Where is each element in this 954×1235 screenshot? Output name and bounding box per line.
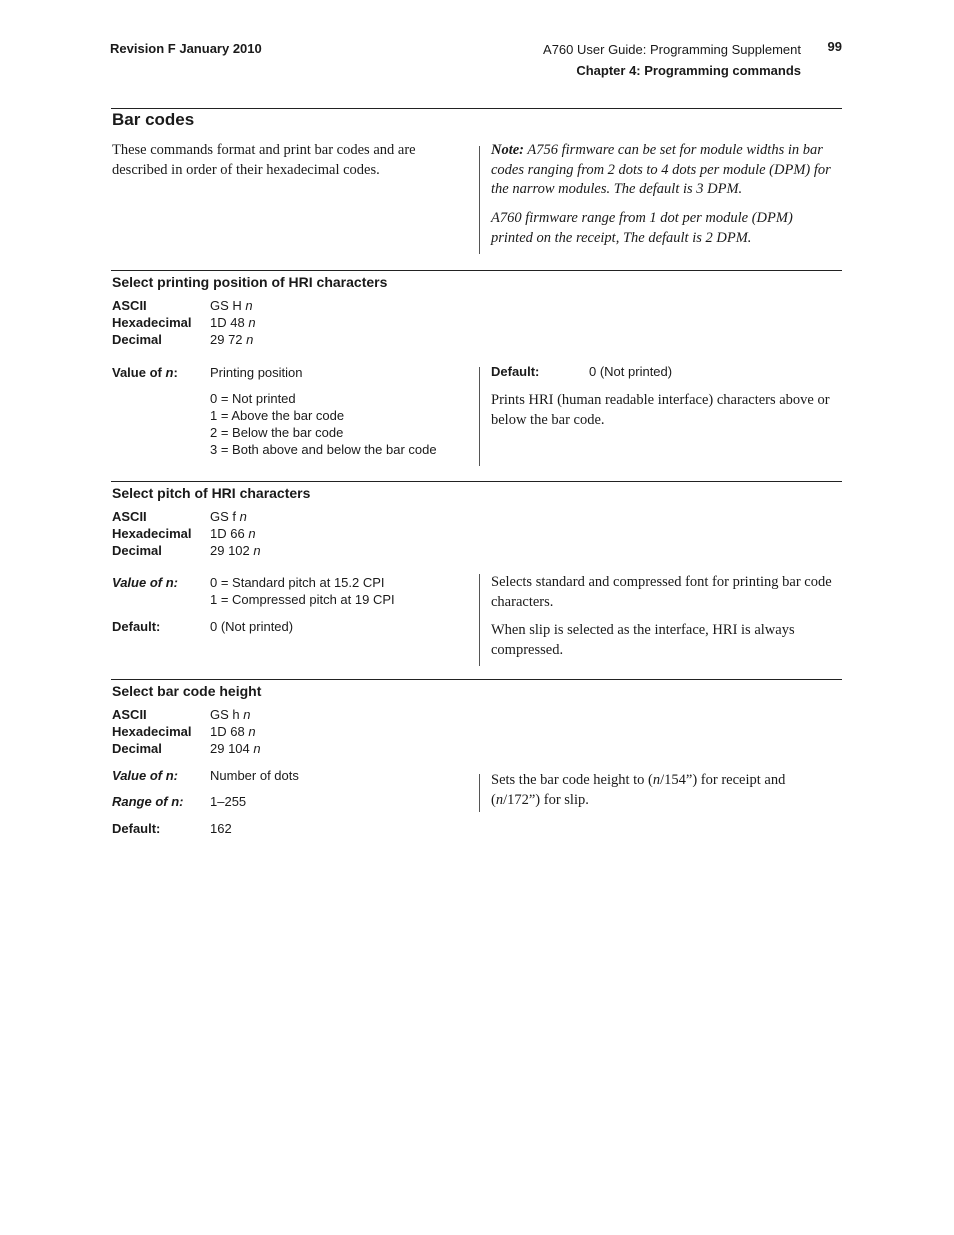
chapter-title: Chapter 4: Programming commands [576, 63, 801, 78]
divider [111, 270, 842, 271]
command-description-2: When slip is selected as the interface, HRI is always compressed. [491, 622, 795, 658]
column-divider [479, 574, 480, 666]
ascii-label: ASCII [112, 509, 147, 524]
value-label: Value of n: [112, 365, 178, 380]
hex-label: Hexadecimal [112, 315, 192, 330]
ascii-row [112, 706, 250, 723]
section-title: Bar codes [112, 110, 195, 129]
hex-row [112, 314, 256, 331]
value-row [112, 574, 210, 591]
option-item: 0 = Standard pitch at 15.2 CPI [210, 575, 385, 590]
hex-row [112, 525, 256, 542]
revision-label: Revision F January 2010 [110, 41, 262, 56]
section-intro: These commands format and print bar codes and are described in order of their hexadecimal codes. [112, 142, 416, 178]
default-label: Default: [491, 364, 540, 379]
divider [111, 108, 842, 109]
decimal-label: Decimal [112, 741, 162, 756]
default-label: Default: [112, 821, 161, 836]
command-description: Prints HRI (human readable interface) characters above or below the bar code. [491, 392, 830, 428]
decimal-value: 29 104 [210, 741, 250, 756]
page-number: 99 [827, 39, 842, 54]
ascii-label: ASCII [112, 707, 147, 722]
value-label: Value of n: [112, 768, 178, 783]
ascii-n: n [239, 509, 247, 524]
divider [111, 679, 842, 680]
default-label: Default: [112, 619, 161, 634]
options-list [210, 574, 395, 608]
decimal-n: n [253, 741, 261, 756]
default-value: 0 (Not printed) [589, 364, 673, 379]
column-divider [479, 146, 480, 254]
decimal-row [112, 740, 261, 757]
decimal-label: Decimal [112, 332, 162, 347]
default-row [112, 820, 232, 837]
guide-title: A760 User Guide: Programming Supplement [543, 42, 801, 57]
ascii-n: n [245, 298, 253, 313]
hex-label: Hexadecimal [112, 724, 192, 739]
ascii-n: n [243, 707, 251, 722]
range-value: 1–255 [210, 794, 247, 809]
command-title: Select bar code height [112, 683, 262, 699]
option-item: 1 = Above the bar code [210, 408, 345, 423]
ascii-value: GS H [210, 298, 242, 313]
ascii-value: GS h [210, 707, 240, 722]
hex-value: 1D 48 [210, 315, 245, 330]
value-desc: Printing position [210, 365, 303, 380]
decimal-value: 29 72 [210, 332, 243, 347]
options-list [210, 390, 437, 458]
default-value: 0 (Not printed) [210, 619, 294, 634]
hex-row [112, 723, 256, 740]
column-divider [479, 367, 480, 466]
decimal-value: 29 102 [210, 543, 250, 558]
value-row [112, 767, 299, 784]
running-header [543, 39, 801, 81]
option-item: 3 = Both above and below the bar code [210, 442, 437, 457]
value-label: Value of n: [112, 575, 178, 590]
ascii-value: GS f [210, 509, 237, 524]
divider [111, 481, 842, 482]
hex-n: n [248, 315, 256, 330]
command-description: Sets the bar code height to (n/154”) for receipt and (n/172”) for slip. [491, 772, 786, 808]
note-block [491, 141, 843, 200]
value-row [112, 364, 303, 381]
default-row [112, 618, 293, 635]
hex-value: 1D 66 [210, 526, 245, 541]
range-label: Range of n: [112, 794, 184, 809]
option-item: 2 = Below the bar code [210, 425, 344, 440]
command-title: Select pitch of HRI characters [112, 485, 311, 501]
decimal-n: n [253, 543, 261, 558]
hex-value: 1D 68 [210, 724, 245, 739]
hex-label: Hexadecimal [112, 526, 192, 541]
decimal-row [112, 331, 253, 348]
decimal-label: Decimal [112, 543, 162, 558]
note-text-2: A760 firmware range from 1 dot per module (DPM) printed on the receipt, The default is 2 DPM. [491, 210, 793, 246]
default-value: 162 [210, 821, 232, 836]
decimal-n: n [246, 332, 254, 347]
option-item: 0 = Not printed [210, 391, 296, 406]
ascii-row [112, 508, 247, 525]
hex-n: n [248, 724, 256, 739]
range-row [112, 793, 246, 810]
note-label: Note: [491, 142, 525, 158]
decimal-row [112, 542, 261, 559]
note-text: A756 firmware can be set for module widths in bar codes ranging from 2 dots to 4 dots per module (DPM) for the narrow modules. The default is 3 DPM. [491, 142, 831, 197]
column-divider [479, 774, 480, 812]
command-description: Selects standard and compressed font for printing bar code characters. [491, 574, 832, 610]
option-item: 1 = Compressed pitch at 19 CPI [210, 592, 395, 607]
value-desc: Number of dots [210, 768, 299, 783]
ascii-row [112, 297, 253, 314]
command-title: Select printing position of HRI characters [112, 274, 388, 290]
ascii-label: ASCII [112, 298, 147, 313]
hex-n: n [248, 526, 256, 541]
